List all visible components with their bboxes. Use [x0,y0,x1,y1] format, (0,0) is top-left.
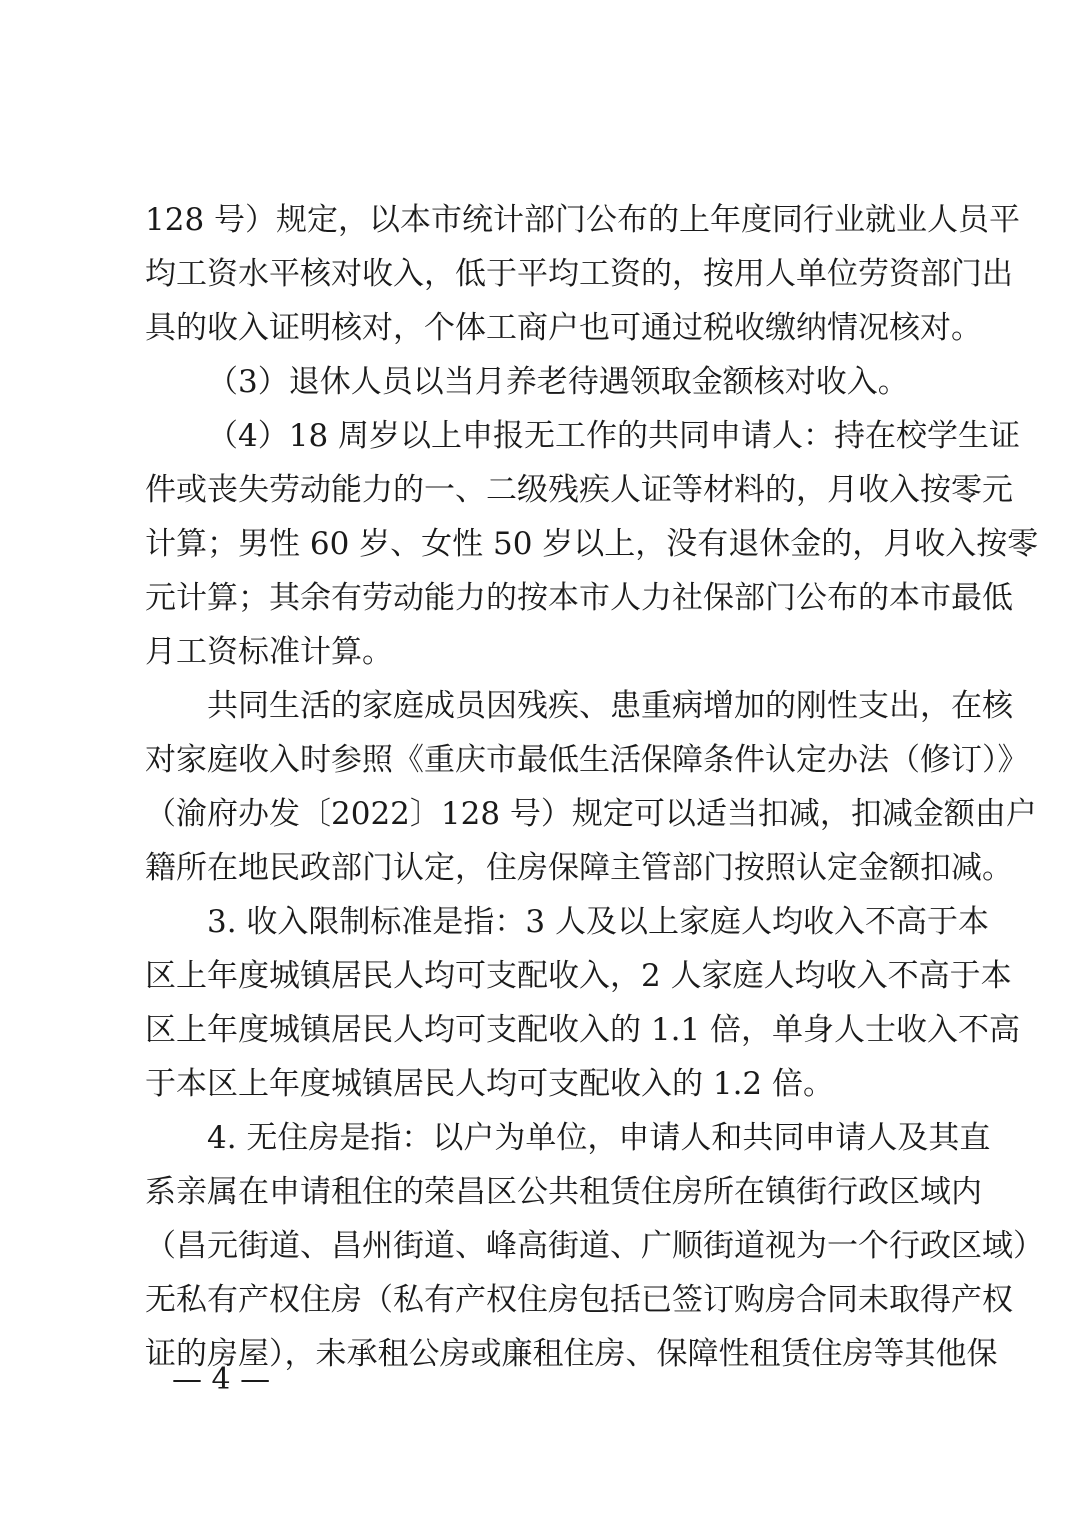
text-line: 区上年度城镇居民人均可支配收入，2 人家庭人均收入不高于本 [145,958,1012,994]
text-line: （4）18 周岁以上申报无工作的共同申请人：持在校学生证 [207,418,1021,454]
text-line: （3）退休人员以当月养老待遇领取金额核对收入。 [207,364,909,400]
text-line: 128 号）规定，以本市统计部门公布的上年度同行业就业人员平 [145,202,1021,238]
text-line: 3. 收入限制标准是指：3 人及以上家庭人均收入不高于本 [207,904,990,940]
text-line: 均工资水平核对收入，低于平均工资的，按用人单位劳资部门出 [145,256,1013,292]
text-line: 无私有产权住房（私有产权住房包括已签订购房合同未取得产权 [145,1282,1013,1318]
page-number: — 4 — [172,1362,271,1397]
text-line: 籍所在地民政部门认定，住房保障主管部门按照认定金额扣减。 [145,850,1013,886]
text-line: 系亲属在申请租住的荣昌区公共租赁住房所在镇街行政区域内 [145,1174,982,1210]
text-line: 月工资标准计算。 [145,634,393,670]
text-line: 共同生活的家庭成员因残疾、患重病增加的刚性支出，在核 [207,688,1013,724]
text-line: 于本区上年度城镇居民人均可支配收入的 1.2 倍。 [145,1066,835,1102]
text-line: （渝府办发〔2022〕128 号）规定可以适当扣减，扣减金额由户 [145,796,1037,832]
text-line: 证的房屋），未承租公房或廉租住房、保障性租赁住房等其他保 [145,1336,998,1372]
text-line: 件或丧失劳动能力的一、二级残疾人证等材料的，月收入按零元 [145,472,1013,508]
text-line: 区上年度城镇居民人均可支配收入的 1.1 倍，单身人士收入不高 [145,1012,1021,1048]
text-line: 计算；男性 60 岁、女性 50 岁以上，没有退休金的，月收入按零 [145,526,1039,562]
text-line: 4. 无住房是指：以户为单位，申请人和共同申请人及其直 [207,1120,991,1156]
text-line: （昌元街道、昌州街道、峰高街道、广顺街道视为一个行政区域） [145,1228,1044,1264]
text-line: 具的收入证明核对，个体工商户也可通过税收缴纳情况核对。 [145,310,982,346]
text-line: 元计算；其余有劳动能力的按本市人力社保部门公布的本市最低 [145,580,1013,616]
text-line: 对家庭收入时参照《重庆市最低生活保障条件认定办法（修订）》 [145,742,1029,778]
